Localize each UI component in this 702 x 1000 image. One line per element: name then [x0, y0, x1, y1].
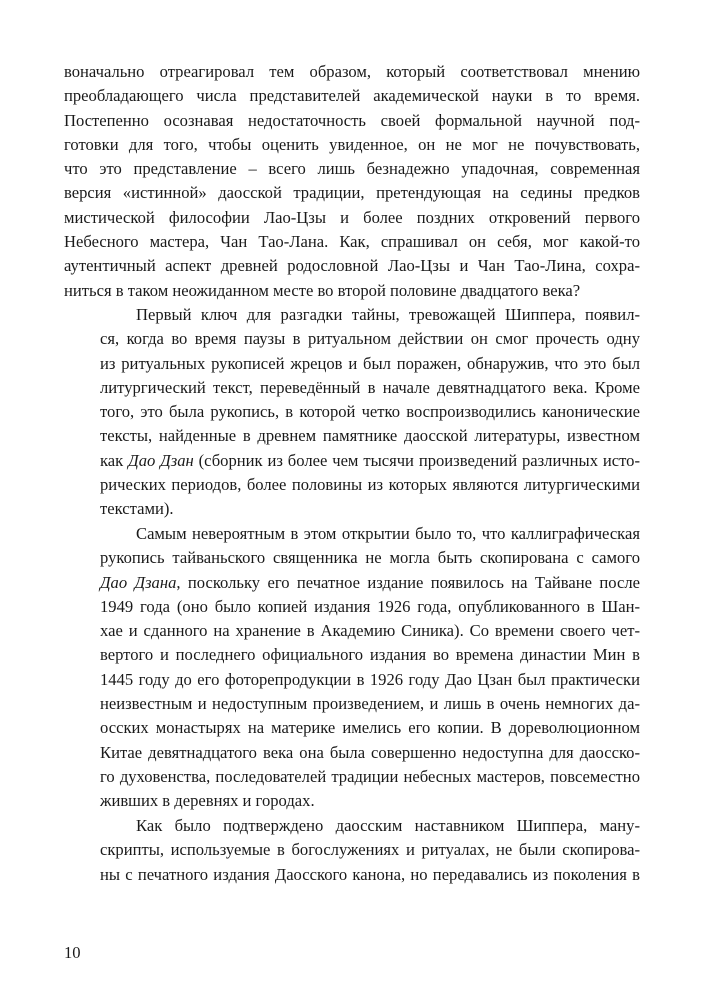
text-line	[64, 741, 640, 765]
text-line	[64, 838, 640, 862]
text-line	[64, 668, 640, 692]
text-line	[64, 60, 640, 84]
text-run: воначально отреагировал тем образом, который соответствовал мнению	[64, 62, 640, 81]
text-line	[64, 327, 640, 351]
text-line	[64, 157, 640, 181]
text-line	[64, 863, 640, 887]
italic-text: Дао Дзана	[100, 572, 177, 592]
text-run: 1445 году до его фоторепродукции в 1926 году Дао Цзан был практически	[100, 669, 640, 689]
text-line	[64, 716, 640, 740]
italic-text: Дао Дзан	[128, 450, 194, 470]
text-run: осских монастырях на материке имелись его копии. В дореволюционном	[100, 718, 640, 738]
text-run: текстами).	[100, 499, 174, 519]
text-run: скрипты, используемые в богослужениях и ритуалах, не были скопирова-	[100, 840, 640, 860]
text-line	[64, 449, 640, 473]
paragraph	[64, 522, 640, 814]
text-line	[64, 522, 640, 546]
text-line	[64, 546, 640, 570]
text-line	[64, 279, 640, 303]
text-run: ны с печатного издания Даосского канона, но передавались из поколения в	[100, 864, 640, 884]
text-run: из ритуальных рукописей жрецов и был поражен, обнаружив, что это был	[100, 353, 640, 373]
text-run: версия «истинной» даосской традиции, претендующая на седины предков	[64, 183, 640, 203]
text-run: рукопись тайваньского священника не могла быть скопирована с самого	[100, 548, 640, 568]
text-run: аутентичный аспект древней родословной Лао-Цзы и Чан Тао-Лина, сохра-	[64, 256, 640, 276]
page-number: 10	[64, 943, 81, 962]
text-run: Постепенно осознавая недостаточность своей формальной научной под-	[64, 110, 640, 130]
text-run: Самым невероятным в этом открытии было то, что каллиграфическая	[136, 524, 640, 543]
text-run: Небесного мастера, Чан Тао-Лана. Как, спрашивал он себя, мог какой-то	[64, 232, 640, 252]
text-run: преобладающего числа представителей академической науки в то время.	[64, 86, 640, 106]
text-line	[64, 303, 640, 327]
text-line	[64, 109, 640, 133]
text-run: того, это была рукопись, в которой четко воспроизводились канонические	[100, 402, 640, 422]
text-line	[64, 376, 640, 400]
paragraph	[64, 303, 640, 522]
text-line	[64, 619, 640, 643]
text-line	[64, 765, 640, 789]
text-run: 1949 года (оно было копией издания 1926 года, опубликованного в Шан-	[100, 596, 640, 616]
text-line	[64, 352, 640, 376]
text-run: тексты, найденные в древнем памятнике даосской литературы, известном	[100, 426, 640, 446]
text-run: ся, когда во время паузы в ритуальном действии он смог прочесть одну	[100, 329, 640, 349]
text-run: Китае девятнадцатого века она была совершенно недоступна для даосско-	[100, 742, 640, 762]
text-line	[64, 84, 640, 108]
text-line	[64, 497, 640, 521]
text-run: вертого и последнего официального издания во времена династии Мин в	[100, 645, 640, 665]
text-run: , поскольку его печатное издание появилось на Тайване после	[176, 572, 640, 592]
text-line	[64, 643, 640, 667]
text-run: что это представление – всего лишь безнадежно упадочная, современная	[64, 159, 640, 179]
text-run: мистической философии Лао-Цзы и более поздних откровений первого	[64, 207, 640, 227]
text-run: литургический текст, переведённый в начале девятнадцатого века. Кроме	[100, 377, 640, 397]
text-line	[64, 473, 640, 497]
paragraph	[64, 60, 640, 303]
text-line	[64, 206, 640, 230]
text-line	[64, 400, 640, 424]
text-line	[64, 692, 640, 716]
paragraph	[64, 814, 640, 887]
text-line	[64, 254, 640, 278]
text-line	[64, 133, 640, 157]
text-line	[64, 230, 640, 254]
text-run: Как было подтверждено даосским наставником Шиппера, ману-	[136, 816, 640, 835]
text-run: рических периодов, более половины из которых являются литургическими	[100, 475, 640, 495]
text-line	[64, 814, 640, 838]
text-line	[64, 789, 640, 813]
text-run: неизвестным и недоступным произведением, и лишь в очень немногих да-	[100, 694, 640, 714]
text-line	[64, 571, 640, 595]
text-run: живших в деревнях и городах.	[100, 791, 315, 811]
text-run: (сборник из более чем тысячи произведений различных исто-	[193, 450, 640, 470]
text-run: как	[100, 450, 129, 470]
text-run: го духовенства, последователей традиции небесных мастеров, повсеместно	[100, 766, 640, 786]
text-run: ниться в таком неожиданном месте во второй половине двадцатого века?	[64, 280, 581, 300]
text-line	[64, 181, 640, 205]
text-run: готовки для того, чтобы оценить увиденное, он не мог не почувствовать,	[64, 134, 640, 154]
text-run: Первый ключ для разгадки тайны, тревожащей Шиппера, появил-	[136, 305, 640, 324]
text-line	[64, 424, 640, 448]
text-run: хае и сданного на хранение в Академию Синика). Со времени своего чет-	[100, 621, 640, 641]
text-line	[64, 595, 640, 619]
